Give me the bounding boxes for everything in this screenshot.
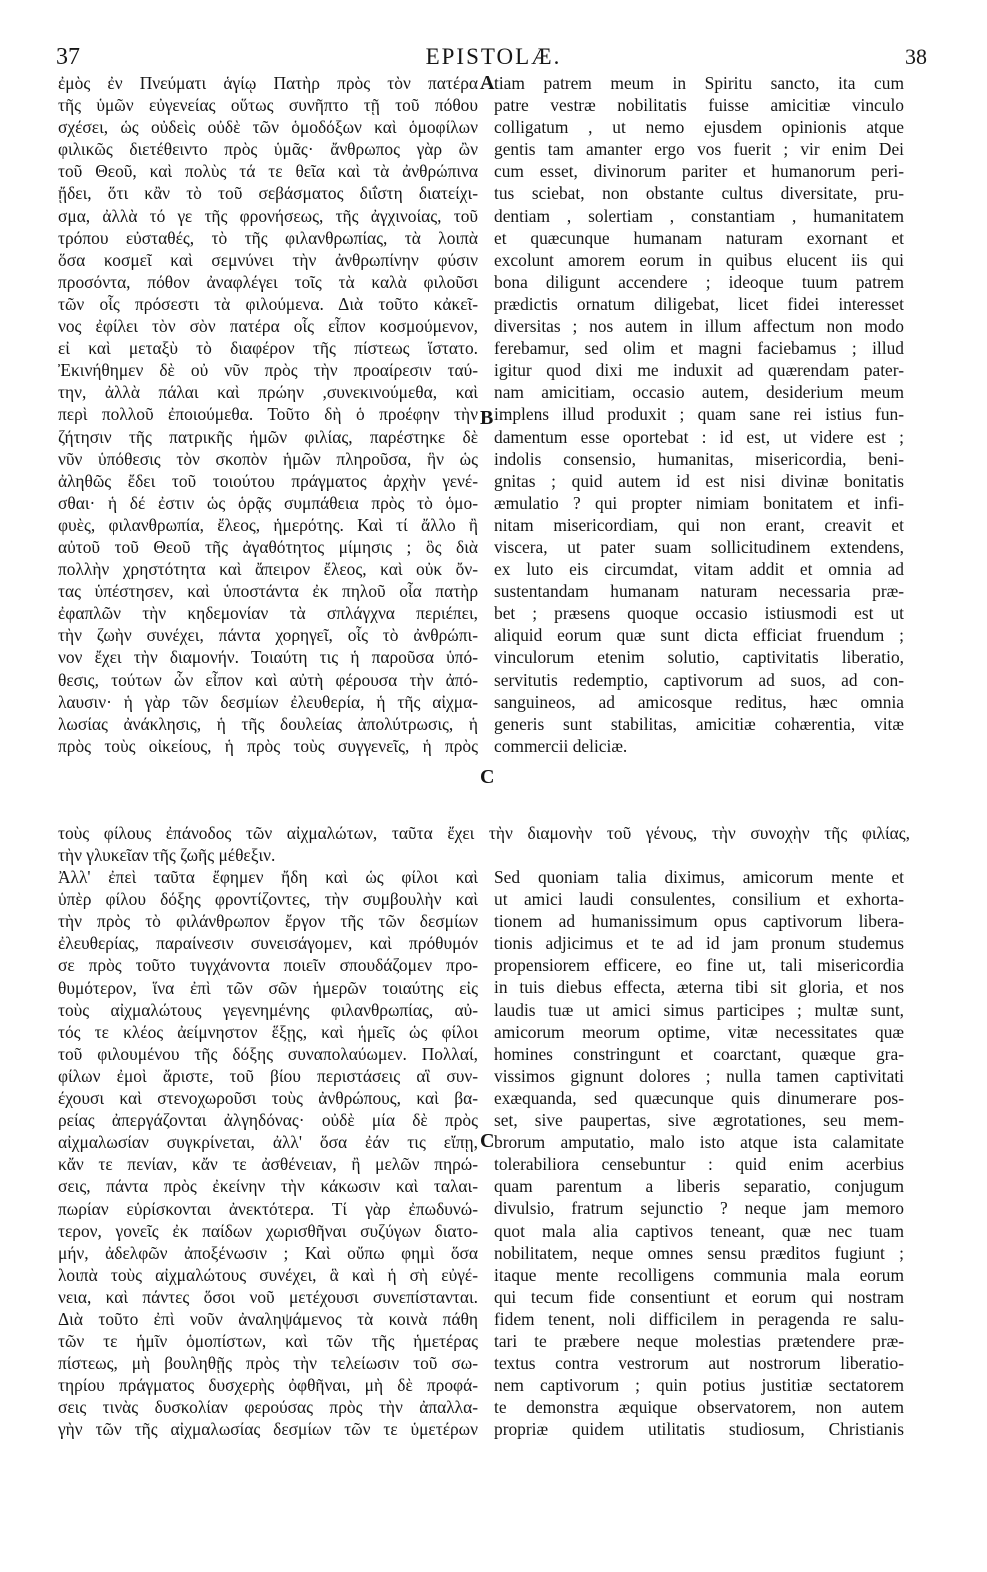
text-line: αὐτοῦ τοῦ Θεοῦ τῆς ἀγαθότητος μίμησις ; ὃς διὰ (58, 536, 478, 557)
text-line: τός τε κλέος ἀείμνηστον ἕξῃς, καὶ ἡμεῖς ὡς φίλοι (58, 1021, 478, 1042)
text-line: τερον, γονεῖς ἐκ παίδων χωρισθῆναι συζύγων διατο- (58, 1220, 478, 1241)
text-line: νῦν ὑπόθεσις τὸν σκοπὸν ἡμῶν πληροῦσα, ἣν ὡς (58, 448, 478, 469)
text-line: προσόντα, πόθον ἀναφλέγει τοῖς τὰ καλὰ φιλοῦσι (58, 271, 478, 292)
text-line: λοιπὰ τοὺς αἰχμαλώτους συνέχει, ἃ καὶ ἡ σὴ εὐγέ- (58, 1264, 478, 1285)
running-header (0, 44, 987, 70)
text-line: λωσίας ἀνάκλησις, ἡ τῆς δουλείας ἀπολύτρωσις, ἡ (58, 713, 478, 734)
text-line: quot mala alia captivos teneant, quæ nec tuam (494, 1220, 904, 1241)
text-line: brorum amputatio, malo isto atque ista calamitate (494, 1132, 904, 1153)
greek-column-part1 (58, 72, 478, 757)
text-line: gnitas ; quid autem id est nisi divinæ bonitatis (494, 470, 904, 491)
text-line: excolunt amorem eorum in quibus elucent iis qui (494, 249, 904, 270)
latin-column-part1 (494, 72, 904, 757)
text-line: tolerabiliora censebuntur : quid enim acerbius (494, 1154, 904, 1175)
section-marker-c-second: C (480, 1130, 495, 1152)
text-line: Ἀλλ' ἐπεὶ ταῦτα ἔφημεν ἤδη καὶ ὡς φίλοι καὶ (58, 867, 478, 888)
text-line: prædictis ornatum diligebat, licet fidei interesset (494, 293, 904, 314)
text-line: vissimos gignunt dolores ; nulla tamen captivitati (494, 1065, 904, 1086)
text-line: itaque mente recolligens communia mala eorum (494, 1264, 904, 1285)
text-line: ρείας ἀπεργάζονται ἀλγηδόνας· οὐδὲ μία δὲ πρὸς (58, 1110, 478, 1131)
text-line: θεσις, τούτων ὧν εἶπον καὶ αὐτὴ φέρουσα τὴν ἀπό- (58, 669, 478, 690)
text-line: τὴν γλυκεῖαν τῆς ζωῆς μέθεξιν. (58, 845, 276, 865)
text-line: nam amicitiam, occasio autem, desiderium meum (494, 382, 904, 403)
text-line: fidem tenent, noli difficilem in peragenda re salu- (494, 1308, 904, 1329)
text-line: κἄν τε πενίαν, κἄν τε ἀσθένειαν, ἢ μελῶν πηρώ- (58, 1154, 478, 1175)
text-line: ut amici laudi consulentes, consilium et exhorta- (494, 889, 904, 910)
text-line: nobilitatem, neque omnes sensu præditos fugiunt ; (494, 1242, 904, 1263)
text-line: tiam patrem meum in Spiritu sancto, ita cum (494, 73, 904, 93)
text-line: γὴν τῶν τῆς αἰχμαλωσίας δεσμίων τῶν τε ὑμετέρων (58, 1419, 478, 1440)
text-line: σεις τινὰς δυσκολίαν φερούσας πρὸς τὴν ἀπαλλα- (58, 1397, 478, 1418)
text-line: bet ; præsens quoque occasio istiusmodi est ut (494, 603, 904, 624)
text-line: damentum esse oportebat : id est, ut videre est ; (494, 426, 904, 447)
text-line: ἐμὸς ἐν Πνεύματι ἁγίῳ Πατὴρ πρὸς τὸν πατέρα (58, 73, 478, 93)
text-line: σεις, πάντα πρὸς ἐκείνην τὴν κάκωσιν καὶ ταλαι- (58, 1176, 478, 1197)
text-line: μήν, ἀδελφῶν ἀποξένωσιν ; Καὶ οὔπω φημὶ ὅσα (58, 1242, 478, 1263)
text-line: in tuis diebus effecta, æterna tibi sit gloria, et nos (494, 977, 904, 998)
text-line: πρὸς τοὺς οἰκείους, ἡ πρὸς τοὺς συγγενεῖς, ἡ πρὸς (58, 735, 478, 756)
latin-column-part2 (494, 866, 904, 1440)
text-line: την, ἀλλὰ πάλαι καὶ πρώην ,συνεκινούμεθα, καὶ (58, 382, 478, 403)
text-line: ἐφαπλῶν τὴν κηδεμονίαν τὰ σπλάγχνα περιέπει, (58, 603, 478, 624)
text-line: bona diligunt accendere ; ideoque tuum patrem (494, 271, 904, 292)
text-line: τρόπου εὐσταθές, τὸ τῆς φιλανθρωπίας, τὰ λοιπὰ (58, 227, 478, 248)
text-line: φίλων ἐμοὶ ἄριστε, τοῦ βίου περιστάσεις αἳ συν- (58, 1065, 478, 1086)
text-line: τοῦ φιλουμένου τῆς δόξης συναπολαύωμεν. Πολλαί, (58, 1043, 478, 1064)
text-line: diversitas ; nos autem in illum affectum non modo (494, 316, 904, 337)
text-line: νεια, καὶ πάντες ὅσοι νοῦ μετέχουσι συνεπίστανται. (58, 1286, 478, 1307)
text-line: τῆς ὑμῶν εὐγενείας οὕτως συνῆπτο τῇ τοῦ πόθου (58, 95, 478, 116)
text-line: colligatum , ut nemo ejusdem opinionis atque (494, 117, 904, 138)
text-line: generis sunt stabilitas, amicitiæ cohærentia, vitæ (494, 713, 904, 734)
section-marker-b: B (480, 407, 494, 429)
text-line: indolis consensio, humanitas, misericordia, beni- (494, 448, 904, 469)
text-line: set, sive paupertas, sive ægrotationes, seu mem- (494, 1110, 904, 1131)
section-marker-c: C (480, 766, 495, 788)
text-line: τοὺς αἰχμαλώτους γεγενημένης φιλανθρωπίας, αὐ- (58, 999, 478, 1020)
text-line: implens illud produxit ; quam sane rei istius fun- (494, 404, 904, 425)
text-line: τας ὑπέστησεν, καὶ ὑποστάντα ἐκ πηλοῦ οἷα πατὴρ (58, 581, 478, 602)
greek-column-part2 (58, 844, 478, 1441)
text-line: θυμότερον, ἵνα ἐπὶ τῶν σῶν ἡμερῶν τοιαύτης εἰς (58, 977, 478, 998)
text-line: ἐλευθερίας, παραίνεσιν συνεισάγομεν, καὶ πρόθυμόν (58, 933, 478, 954)
text-line: σμα, ἀλλὰ τό γε τῆς φρονήσεως, τῆς ἀγχινοίας, τοῦ (58, 205, 478, 226)
section-marker-a: A (480, 72, 495, 94)
text-line: propriæ quidem utilitatis studiosum, Christianis (494, 1419, 904, 1440)
text-line: έχουσι καὶ στενοχωροῦσι τοὺς ἀνθρώπους, καὶ βα- (58, 1088, 478, 1109)
text-line: sanguineos, ad amicosque reditus, hæc omnia (494, 691, 904, 712)
text-line: homines constringunt et coarctant, quæque gra- (494, 1043, 904, 1064)
page-number-left: 37 (56, 44, 80, 70)
text-line: servitutis redemptio, captivorum ad suos, ad con- (494, 669, 904, 690)
text-line: amicorum meorum optime, vitæ necessitates quæ (494, 1021, 904, 1042)
text-line: Διὰ τοῦτο ἐπὶ νοῦν ἀναληψάμενος τὰ κοινὰ πάθη (58, 1308, 478, 1329)
text-line: τὴν ζωὴν συνέχει, πάντα χορηγεῖ, οἷς τὸ ἀνθρώπι- (58, 625, 478, 646)
text-line: τὴν πρὸς τὸ φιλάνθρωπον ἔργον τῆς τῶν δεσμίων (58, 911, 478, 932)
text-line: σθαι· ἡ δέ ἐστιν ὡς ὁρᾷς συμπάθεια πρὸς τὸ ὁμο- (58, 492, 478, 513)
text-line: σχέσει, ὡς οὐδεὶς οὐδὲ τῶν ὁμοδόξων καὶ ὁμοφίλων (58, 117, 478, 138)
text-line: igitur quod dixi me induxit ad quærendam pater- (494, 360, 904, 381)
text-line: nitam misericordiam, qui non erant, creavit et (494, 514, 904, 535)
text-line: αἰχμαλωσίαν συγκρίνεται, ἀλλ' ὅσα ἐάν τις εἴπῃ, (58, 1132, 478, 1153)
text-line: τῶν τε ἡμῖν ὁμοπίστων, καὶ τῶν τῆς ἡμετέρας (58, 1331, 478, 1352)
text-line: dentiam , solertiam , constantiam , humanitatem (494, 205, 904, 226)
text-line: tari te præbere neque molestias prætendere præ- (494, 1330, 904, 1351)
text-line: φυὲς, φιλανθρωπία, ἔλεος, ἡμερότης. Καὶ τί ἄλλο ἢ (58, 514, 478, 535)
text-line: exæquanda, sed quæcunque quis dinumerare pos- (494, 1087, 904, 1108)
text-line: λαυσιν· ἡ γὰρ τῶν δεσμίων ἐλευθερία, ἡ τῆς αἰχμα- (58, 691, 478, 712)
text-line: et quæcunque humanam naturam exornant et (494, 227, 904, 248)
text-line: commercii deliciæ. (494, 735, 628, 756)
text-line: textus contra vestrorum aut nostrorum liberatio- (494, 1353, 904, 1374)
text-line: ὑπὲρ φίλου δόξης φροντίζοντες, τὴν συμβουλὴν καὶ (58, 889, 478, 910)
text-line: ᾔδει, ὅτι κἂν τὸ τοῦ σεβάσματος διΐστη διατείχι- (58, 183, 478, 204)
text-line: patre vestræ nobilitatis fuisse amicitiæ vinculo (494, 95, 904, 116)
text-line: tionem ad humanissimum opus captivorum libera- (494, 911, 904, 932)
text-line: laudis tuæ ut amici simus participes ; multæ sunt, (494, 999, 904, 1020)
text-line: quam parentum a liberis separatio, conjugum (494, 1176, 904, 1197)
full-width-greek-line: τοὺς φίλους ἐπάνοδος τῶν αἰχμαλώτων, ταῦτα ἔχει τὴν διαμονὴν τοῦ γένους, τὴν συνοχὴν τῆς φιλίας, (58, 823, 910, 843)
text-line: aliquid eorum quæ sunt dicta efficiat fruendum ; (494, 625, 904, 646)
page-number-right: 38 (905, 44, 927, 69)
text-line: æmulatio ? qui propter nimiam bonitatem et infi- (494, 492, 904, 513)
text-line: qui tecum fide consentiunt et eorum qui nostram (494, 1286, 904, 1307)
text-line: εἰ καὶ μεταξὺ τὸ διαφέρον τῆς πίστεως ἵστατο. (58, 338, 478, 359)
running-title: EPISTOLÆ. (425, 44, 562, 69)
text-line: ferebamur, sed olim et magni faciebamus ; illud (494, 338, 904, 359)
text-line: φιλικῶς διετέθειντο πρὸς ὑμᾶς· ἄνθρωπος γὰρ ὢν (58, 139, 478, 160)
text-line: τοῦ Θεοῦ, καὶ πολὺς τά τε θεῖα καὶ τὰ ἀνθρώπινα (58, 161, 478, 182)
text-line: πίστεως, μὴ βουληθῇς πρὸς τὴν τελείωσιν τοῦ σω- (58, 1353, 478, 1374)
text-line: τῶν οἷς πρόσεστι τὰ φιλούμενα. Διὰ τοῦτο κἀκεῖ- (58, 293, 478, 314)
text-line: propensiorem efficere, eo fine ut, tali misericordia (494, 955, 904, 976)
text-line: πολλὴν χρηστότητα καὶ ἄπειρον ἔλεος, καὶ οὐκ ὄν- (58, 559, 478, 580)
text-line: nem captivorum ; quin potius justitiæ sectatorem (494, 1375, 904, 1396)
text-line: Ἐκινήθημεν δὲ οὐ νῦν πρὸς τὴν προαίρεσιν ταύ- (58, 360, 478, 381)
text-line: tionis adjicimus et te ad id jam pronum studemus (494, 933, 904, 954)
text-line: cum esset, divinorum pariter et humanorum peri- (494, 161, 904, 182)
text-line: sustentandam humanam naturam necessaria præ- (494, 581, 904, 602)
text-line: ex luto eis circumdat, vitam addit et omnia ad (494, 559, 904, 580)
text-line: πωρίαν εὑρίσκονται ἀνεκτότερα. Τί γὰρ ἐπωδυνώ- (58, 1198, 478, 1219)
text-line: vinculorum etenim solutio, captivitatis liberatio, (494, 647, 904, 668)
text-line: Sed quoniam talia diximus, amicorum mente et (494, 867, 904, 887)
text-line: νος ἐφίλει τὸν σὸν πατέρα οἷς εἶπον κοσμούμενον, (58, 316, 478, 337)
text-line: viscera, ut pater suam sollicitudinem extendens, (494, 536, 904, 557)
text-line: ἀληθῶς ἔδει τοῦ τοιούτου πράγματος ἀρχὴν γενέ- (58, 470, 478, 491)
text-line: σε πρὸς τοῦτο τυγχάνοντα ποιεῖν σπουδάζομεν προ- (58, 955, 478, 976)
text-line: ζήτησιν τῆς πατρικῆς ἡμῶν φιλίας, παρέστηκε δὲ (58, 426, 478, 447)
text-line: νον ἔχει τὴν διαμονήν. Τοιαύτη τις ἡ παροῦσα ὑπό- (58, 647, 478, 668)
text-line: τηρίου πράγματος δυσχερὴς ὀφθῆναι, μὴ δὲ προφά- (58, 1375, 478, 1396)
text-line: te demonstra æquique observatorem, non autem (494, 1397, 904, 1418)
text-line: περὶ πολλοῦ ἐποιούμεθα. Τοῦτο δὴ ὁ προέφην τὴν (58, 404, 478, 425)
text-line: tus sciebat, non obstante cultus diversitate, pru- (494, 183, 904, 204)
text-line: ὅσα κοσμεῖ καὶ σεμνύνει τὴν ἀνθρωπίνην φύσιν (58, 249, 478, 270)
text-line: divulsio, fratrum sejunctio ? neque jam memoro (494, 1198, 904, 1219)
text-line: gentis tam amanter ergo vos fuerit ; vir enim Dei (494, 139, 904, 160)
